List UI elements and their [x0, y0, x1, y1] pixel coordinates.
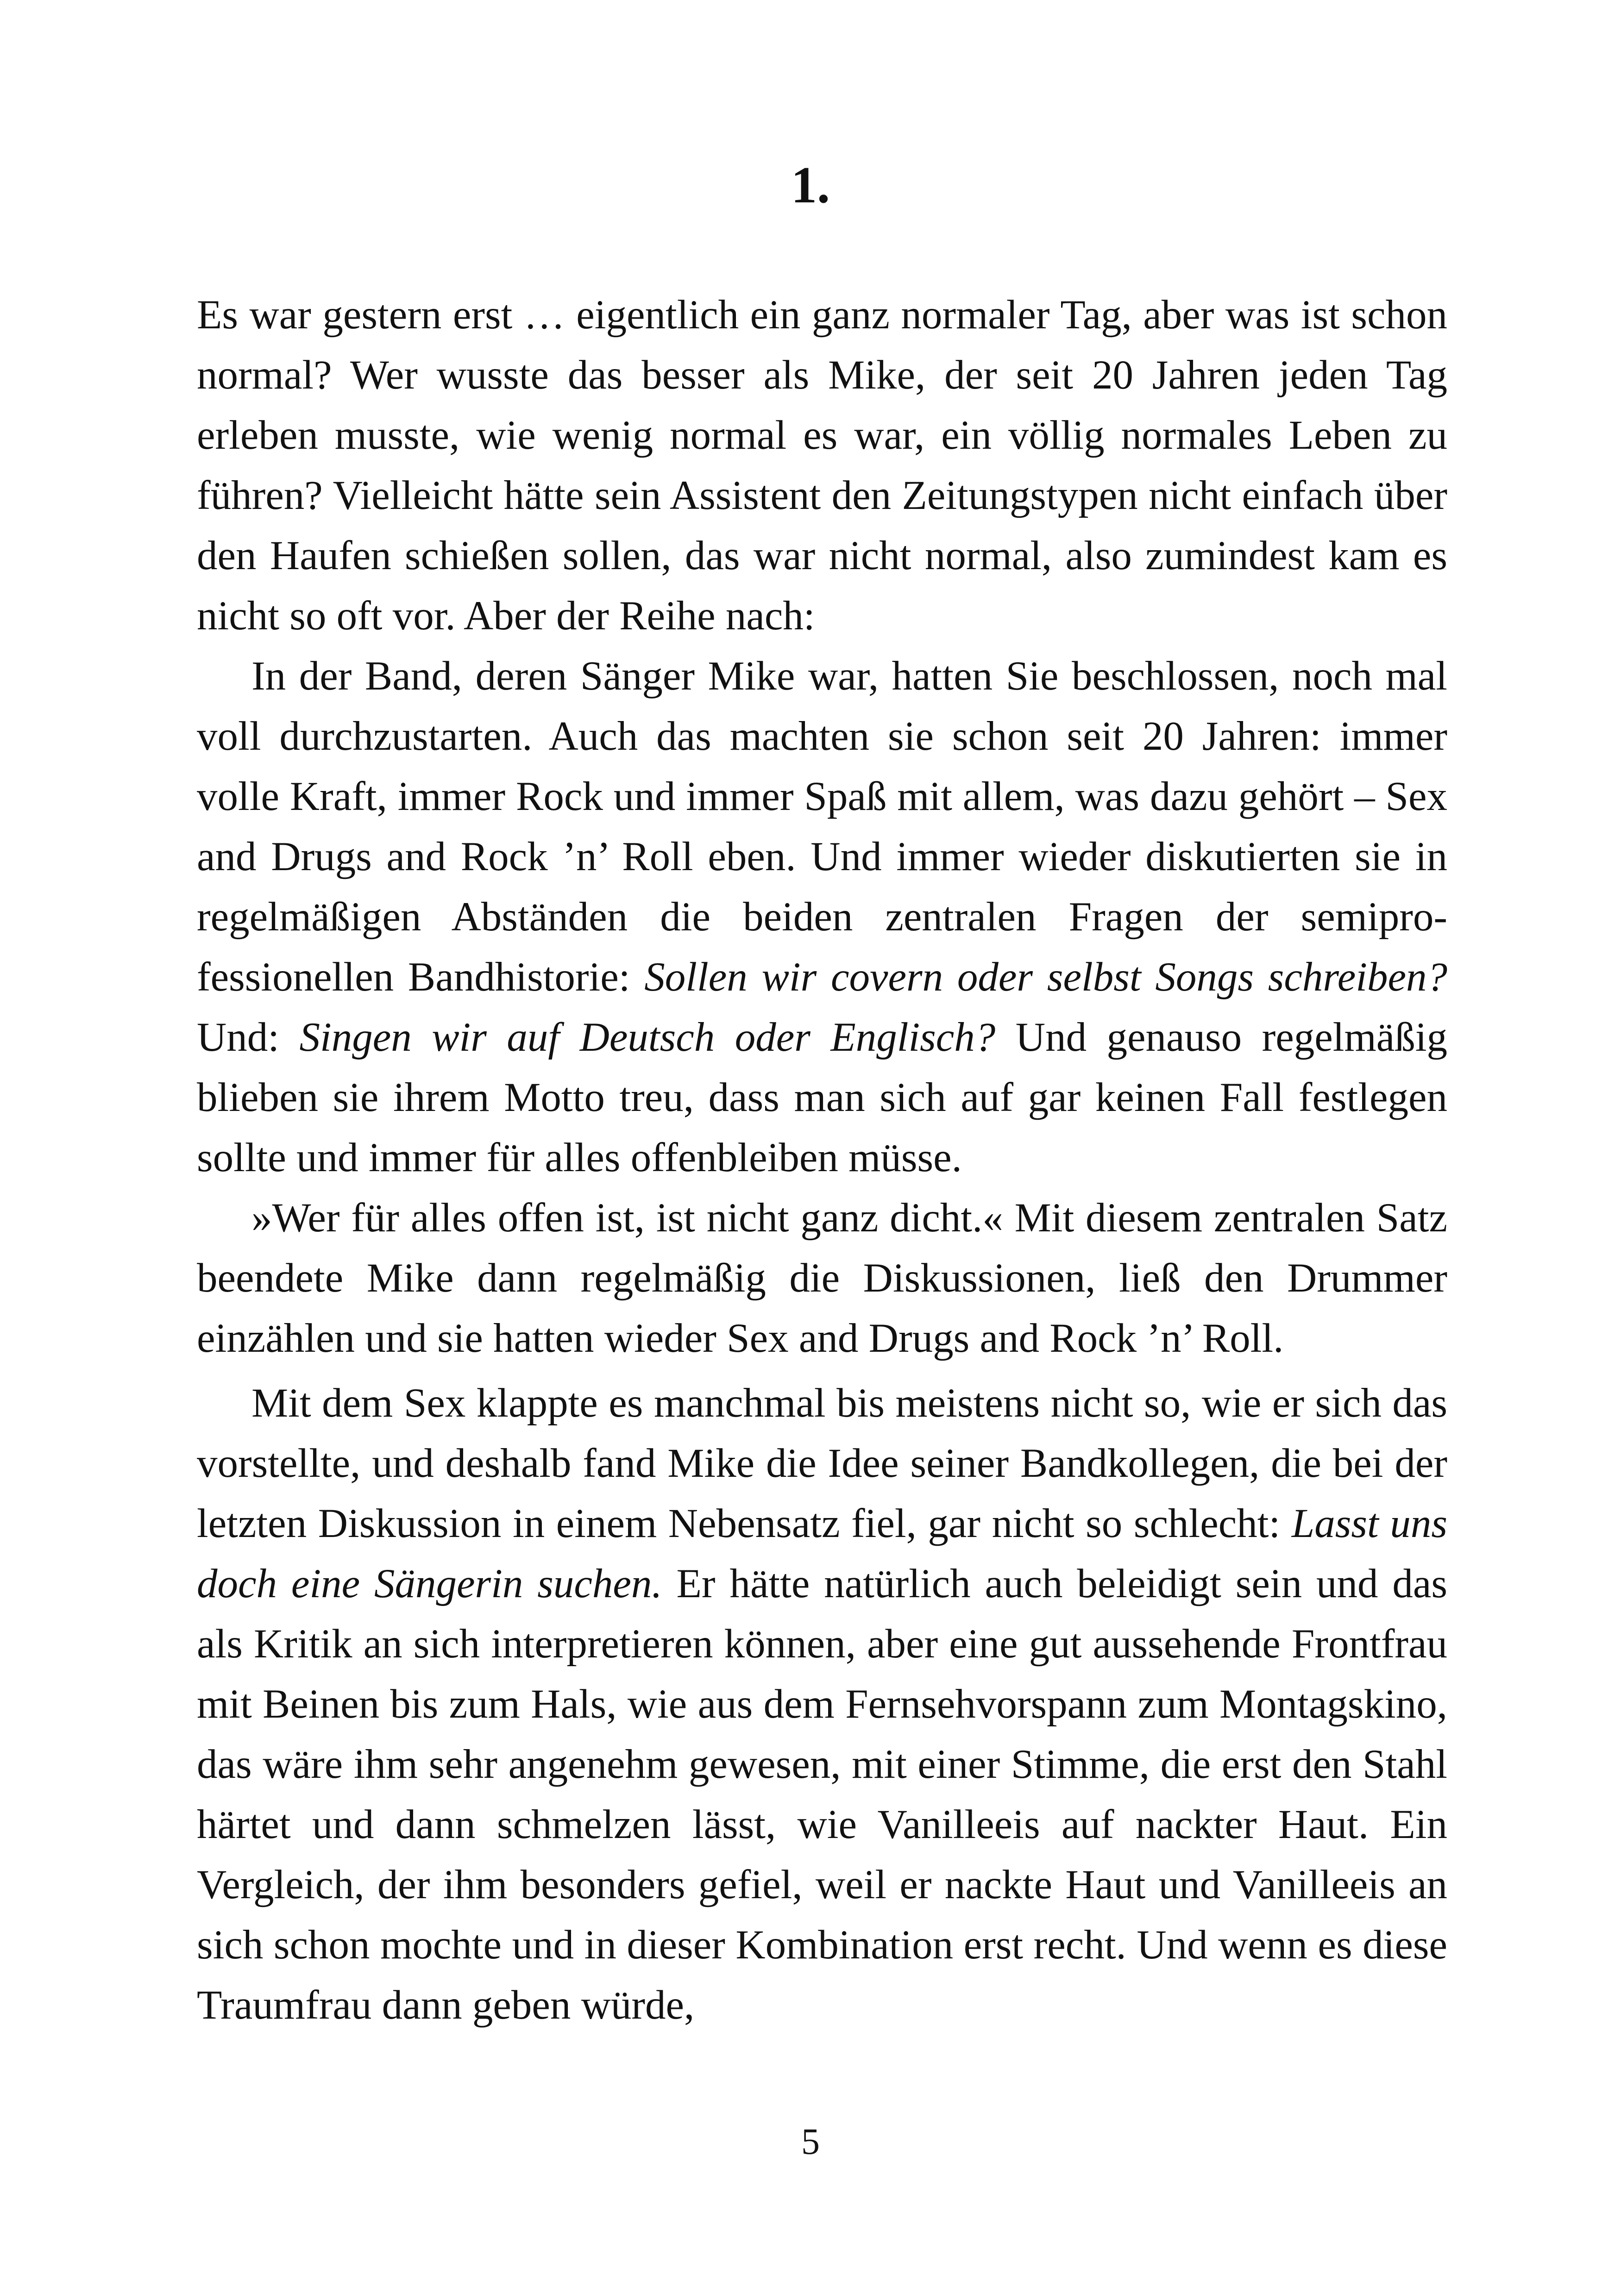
- paragraph-text: Er hätte natürlich auch beleidigt sein und das als Kritik an sich interpretieren können, aber eine gut aussehende Frontfrau mit Beinen bis zum Hals, wie aus dem Fernsehvorspann zum Montagskino, das wäre ihm sehr angenehm gewesen, mit einer Stimme, die erst den Stahl härtet und dann schmelzen lässt, wie Vanilleeis auf nackter Haut. Ein Vergleich, der ihm besonders gefiel, weil er nackte Haut und Vanilleeis an sich schon mochte und in dieser Kombination erst recht. Und wenn es diese Traumfrau dann geben würde,: [197, 1561, 1447, 2028]
- chapter-number: 1.: [791, 157, 830, 214]
- paragraph-4: [197, 1373, 1447, 2035]
- italic-question-covern: Sollen wir covern oder selbst Songs schreiben?: [644, 954, 1447, 1000]
- paragraph-text: Mit dem Sex klappte es manchmal bis meistens nicht so, wie er sich das vorstellte, und deshalb fand Mike die Idee seiner Bandkollegen, die bei der letzten Diskussion in einem Nebensatz fiel, gar nicht so schlecht:: [197, 1380, 1447, 1546]
- page-number: 5: [801, 2121, 820, 2162]
- paragraph-3: [197, 1188, 1447, 1368]
- paragraph-text: Und genauso regelmäßig blieben sie ihrem Motto treu, dass man sich auf gar keinen Fall festlegen sollte und immer für alles offenbleiben müsse.: [197, 1015, 1447, 1180]
- paragraph-text: Es war gestern erst … eigentlich ein ganz normaler Tag, aber was ist schon normal? Wer wusste das besser als Mike, der seit 20 Jahren jeden Tag erleben musste, wie wenig normal es war, ein völlig normales Leben zu führen? Vielleicht hätte sein Assistent den Zeitungstypen nicht einfach über den Haufen schießen sollen, das war nicht normal, also zumindest kam es nicht so oft vor. Aber der Reihe nach:: [197, 292, 1447, 639]
- chapter-body: [197, 285, 1447, 2035]
- paragraph-1: [197, 285, 1447, 646]
- paragraph-2: [197, 646, 1447, 1188]
- paragraph-text: In der Band, deren Sänger Mike war, hatten Sie beschlossen, noch mal voll durchzustarten. Auch das machten sie schon seit 20 Jahren: immer volle Kraft, immer Rock und immer Spaß mit allem, was dazu gehört – Sex and Drugs and Rock ’n’ Roll eben. Und immer wieder diskutierten sie in regelmäßigen Abständen die beiden zentralen Fragen der semiprofessionellen Bandhistorie:: [197, 653, 1447, 1000]
- italic-quote-saengerin: Lasst uns doch eine Sängerin suchen.: [197, 1501, 1447, 1606]
- paragraph-text: Und:: [197, 1015, 300, 1060]
- italic-question-language: Singen wir auf Deutsch oder Englisch?: [299, 1015, 996, 1060]
- paragraph-text: »Wer für alles offen ist, ist nicht ganz dicht.« Mit diesem zentralen Satz beendete Mike dann regelmäßig die Diskussionen, ließ den Drummer einzählen und sie hatten wieder Sex and Drugs and Rock ’n’ Roll.: [197, 1195, 1447, 1361]
